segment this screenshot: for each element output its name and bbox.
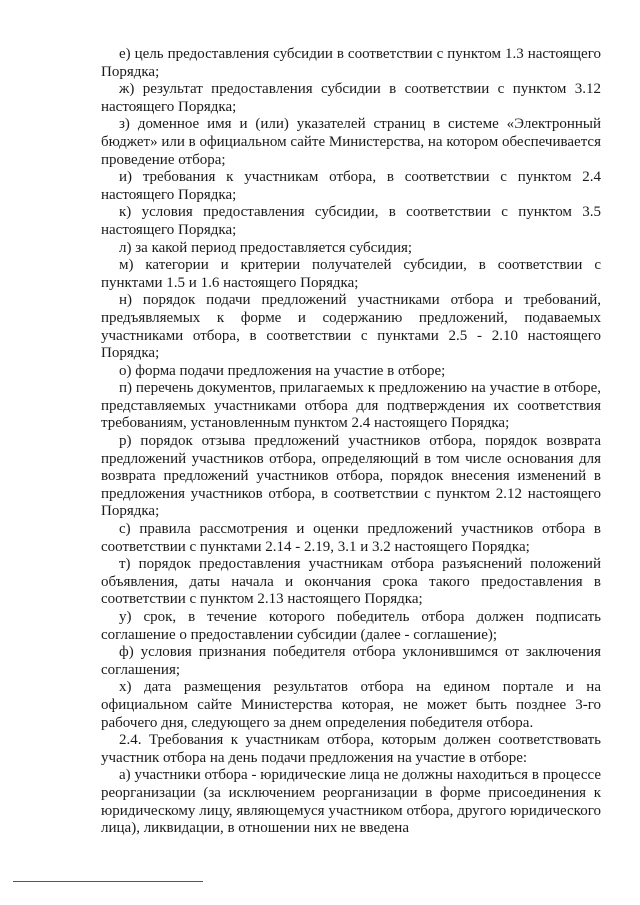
paragraph-r: р) порядок отзыва предложений участников отбора, порядок возврата предложений участников отбора, определяющий в том числе основания для возврата предложений участников отбора, порядок внесения изменений в предложения участников отбора, в соответствии с пунктом 2.12 настоящего Порядка;: [101, 433, 601, 520]
paragraph-p: п) перечень документов, прилагаемых к предложению на участие в отборе, представляемых участниками отбора для подтверждения их соответствия требованиям, установленным пунктом 2.4 настоящего Порядка;: [101, 380, 601, 432]
paragraph-kh: х) дата размещения результатов отбора на едином портале и на официальном сайте Министерства которая, не может быть позднее 3-го рабочего дня, следующего за днем определения победителя отбора.: [101, 679, 601, 731]
section-2-4-intro: 2.4. Требования к участникам отбора, которым должен соответствовать участник отбора на день подачи предложения на участие в отборе:: [101, 732, 601, 766]
footnote-separator-line: [13, 881, 203, 882]
paragraph-k: к) условия предоставления субсидии, в соответствии с пунктом 3.5 настоящего Порядка;: [101, 204, 601, 238]
paragraph-s: с) правила рассмотрения и оценки предложений участников отбора в соответствии с пунктами 2.14 - 2.19, 3.1 и 3.2 настоящего Порядка;: [101, 521, 601, 555]
paragraph-z: з) доменное имя и (или) указателей страниц в системе «Электронный бюджет» или в официальном сайте Министерства, на котором обеспечивается проведение отбора;: [101, 116, 601, 168]
paragraph-l: л) за какой период предоставляется субсидия;: [119, 239, 413, 256]
paragraph-f: ф) условия признания победителя отбора уклонившимся от заключения соглашения;: [101, 644, 601, 678]
document-body: [101, 46, 601, 838]
paragraph-m: м) категории и критерии получателей субсидии, в соответствии с пунктами 1.5 и 1.6 настоящего Порядка;: [101, 257, 601, 291]
paragraph-i: и) требования к участникам отбора, в соответствии с пунктом 2.4 настоящего Порядка;: [101, 169, 601, 203]
paragraph-o: о) форма подачи предложения на участие в отборе;: [119, 362, 446, 379]
paragraph-n: н) порядок подачи предложений участниками отбора и требований, предъявляемых к форме и содержанию предложений, подаваемых участниками отбора, в соответствии с пунктами 2.5 - 2.10 настоящего Порядка;: [101, 292, 601, 362]
paragraph-zh: ж) результат предоставления субсидии в соответствии с пунктом 3.12 настоящего Порядка;: [101, 81, 601, 115]
paragraph-u: у) срок, в течение которого победитель отбора должен подписать соглашение о предоставлении субсидии (далее - соглашение);: [101, 609, 601, 643]
paragraph-e: е) цель предоставления субсидии в соответствии с пунктом 1.3 настоящего Порядка;: [101, 46, 601, 80]
paragraph-a: а) участники отбора - юридические лица не должны находиться в процессе реорганизации (за исключением реорганизации в форме присоединения к юридическому лицу, являющемуся участником отбора, другого юридического лица), ликвидации, в отношении них не введена: [101, 767, 601, 837]
paragraph-t: т) порядок предоставления участникам отбора разъяснений положений объявления, даты начала и окончания срока такого предоставления в соответствии с пунктом 2.13 настоящего Порядка;: [101, 556, 601, 608]
